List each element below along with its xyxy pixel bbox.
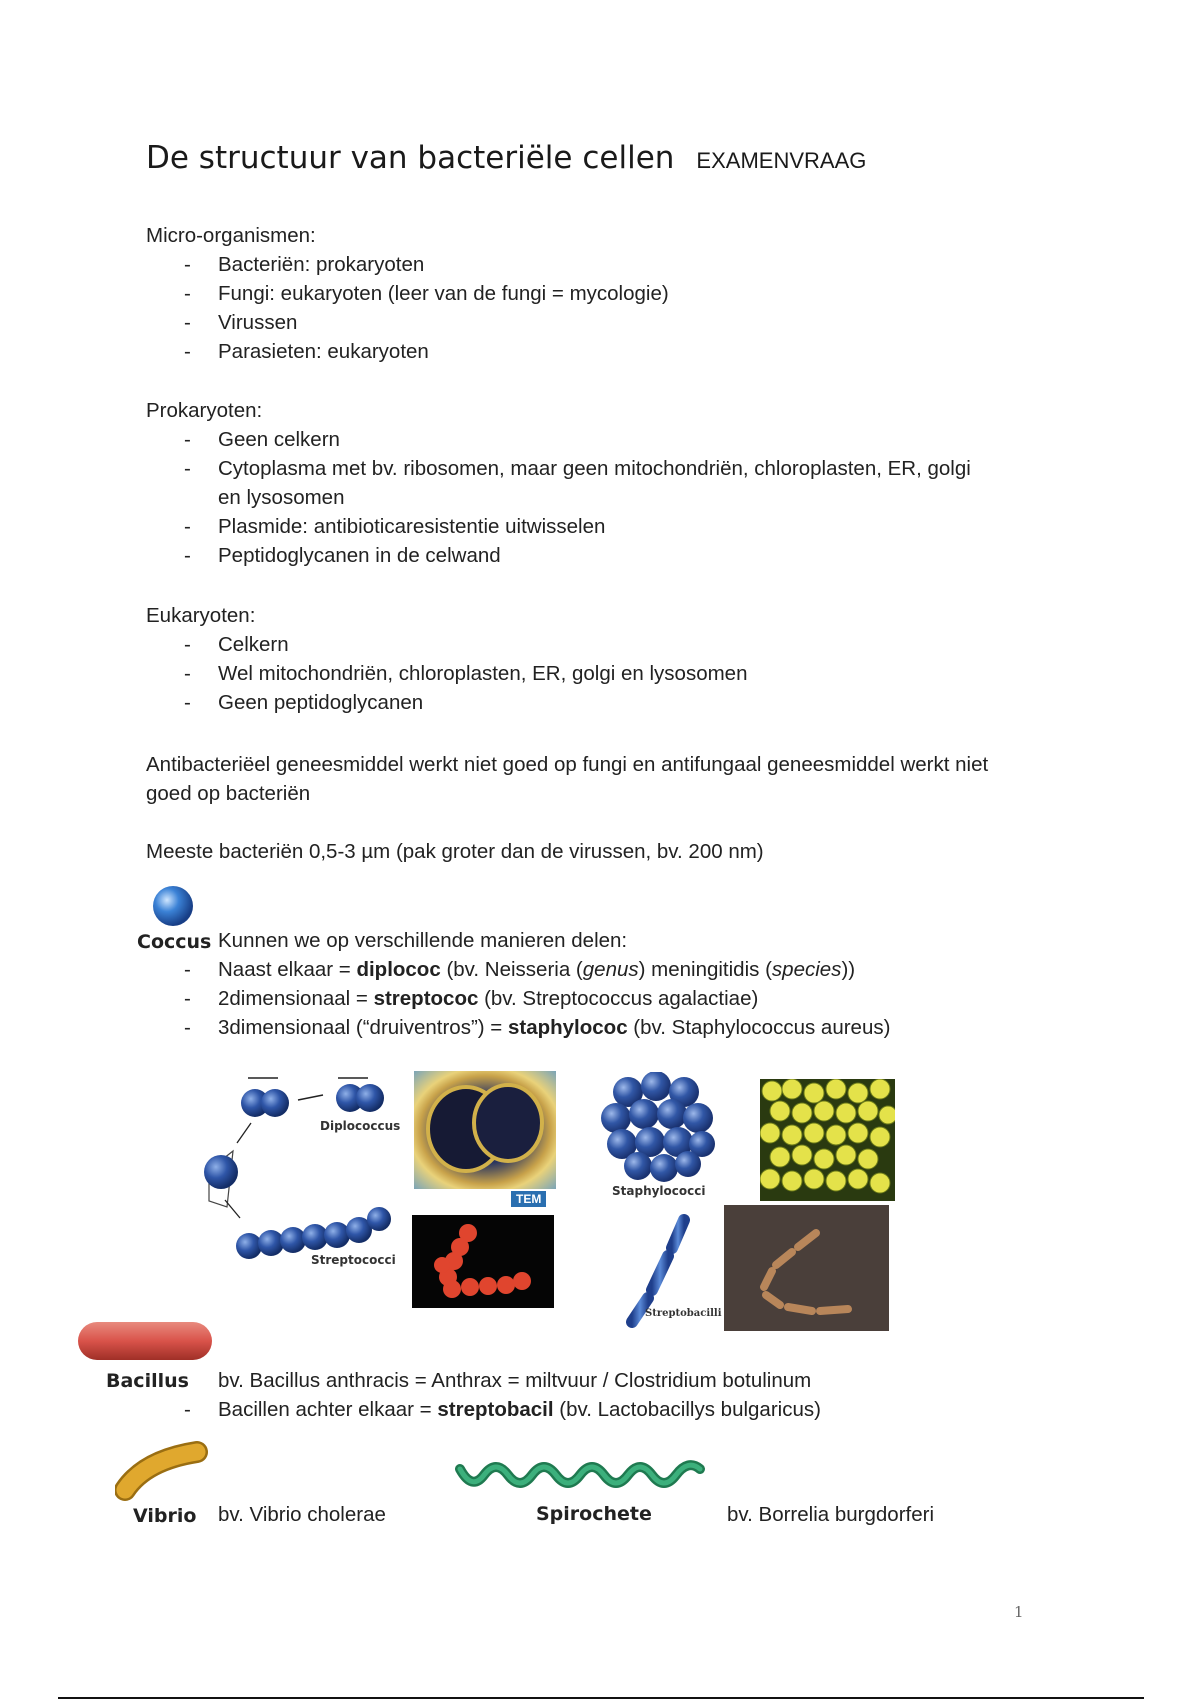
- streptococci-label: Streptococci: [311, 1253, 396, 1267]
- coccus-division-diagram: [195, 1065, 395, 1335]
- spirochete-label: Spirochete: [536, 1503, 652, 1525]
- vibrio-icon: [115, 1440, 210, 1502]
- euk-heading: Eukaryoten:: [146, 604, 256, 627]
- streptococci-cells: [412, 1215, 554, 1308]
- euk-list: [146, 630, 1046, 717]
- antibacterial-note: Antibacteriëel geneesmiddel werkt niet goed op fungi en antifungaal geneesmiddel werkt niet goed op bacteriën: [146, 753, 989, 805]
- list-item: - Bacillen achter elkaar = streptobacil (bv. Lactobacillys bulgaricus): [146, 1395, 1046, 1424]
- list-item: - Naast elkaar = diplococ (bv. Neisseria (genus) meningitidis (species)): [146, 955, 1046, 984]
- list-item: - Fungi: eukaryoten (leer van de fungi = mycologie): [146, 279, 1046, 308]
- spirochete-icon: [454, 1455, 719, 1495]
- prok-heading: Prokaryoten:: [146, 399, 263, 422]
- micro-heading: Micro-organismen:: [146, 224, 316, 247]
- prok-list: [146, 425, 1046, 570]
- list-item: - Geen celkern: [146, 425, 1046, 454]
- list-item: - Virussen: [146, 308, 1046, 337]
- exam-tag: EXAMENVRAAG: [696, 148, 867, 173]
- coccus-sphere-icon: [150, 883, 196, 929]
- list-item: - Bacteriën: prokaryoten: [146, 250, 1046, 279]
- streptobacilli-photo-cells: [724, 1205, 889, 1331]
- streptobacilli-photo: [724, 1205, 889, 1331]
- list-item: - 3dimensionaal (“druiventros”) = staphylococ (bv. Staphylococcus aureus): [146, 1013, 1046, 1042]
- title-text: De structuur van bacteriële cellen: [146, 140, 675, 176]
- diplococcus-cells: [414, 1071, 556, 1189]
- diplococcus-tem-photo: [414, 1071, 556, 1189]
- vibrio-label: Vibrio: [133, 1505, 197, 1527]
- list-item: - Peptidoglycanen in de celwand: [146, 541, 1046, 570]
- list-item: - Geen peptidoglycanen: [146, 688, 1046, 717]
- list-item: - Cytoplasma met bv. ribosomen, maar geen mitochondriën, chloroplasten, ER, golgi en lysosomen: [146, 454, 998, 512]
- vibrio-text: bv. Vibrio cholerae: [218, 1503, 386, 1526]
- diplococcus-label: Diplococcus: [320, 1119, 401, 1133]
- streptobacilli-label: Streptobacilli: [645, 1308, 722, 1319]
- tem-badge: TEM: [511, 1191, 546, 1207]
- staphylococci-photo: [760, 1079, 895, 1201]
- size-note: Meeste bacteriën 0,5-3 µm (pak groter dan de virussen, bv. 200 nm): [146, 840, 764, 863]
- staphylococci-label: Staphylococci: [612, 1184, 706, 1198]
- coccus-intro: Kunnen we op verschillende manieren delen:: [218, 929, 628, 952]
- list-item: - 2dimensionaal = streptococ (bv. Streptococcus agalactiae): [146, 984, 1046, 1013]
- coccus-list: [146, 955, 1046, 1042]
- page-title: [146, 140, 866, 176]
- bacillus-list: [146, 1395, 1046, 1424]
- list-item: - Parasieten: eukaryoten: [146, 337, 1046, 366]
- footer-divider: [58, 1697, 1144, 1699]
- coccus-label: Coccus: [137, 931, 212, 953]
- streptococci-photo: [412, 1215, 554, 1308]
- spirochete-text: bv. Borrelia burgdorferi: [727, 1503, 934, 1526]
- list-item: - Plasmide: antibioticaresistentie uitwisselen: [146, 512, 1046, 541]
- list-item: - Celkern: [146, 630, 1046, 659]
- page-number: 1: [1014, 1603, 1024, 1621]
- staphylococci-cluster: [598, 1072, 718, 1184]
- staphylococci-photo-cells: [760, 1079, 895, 1201]
- list-item: - Wel mitochondriën, chloroplasten, ER, golgi en lysosomen: [146, 659, 1046, 688]
- micro-list: [146, 250, 1046, 366]
- bacillus-rod-icon: [75, 1318, 215, 1364]
- bacillus-text: bv. Bacillus anthracis = Anthrax = miltvuur / Clostridium botulinum: [218, 1369, 812, 1392]
- bacillus-label: Bacillus: [106, 1370, 189, 1392]
